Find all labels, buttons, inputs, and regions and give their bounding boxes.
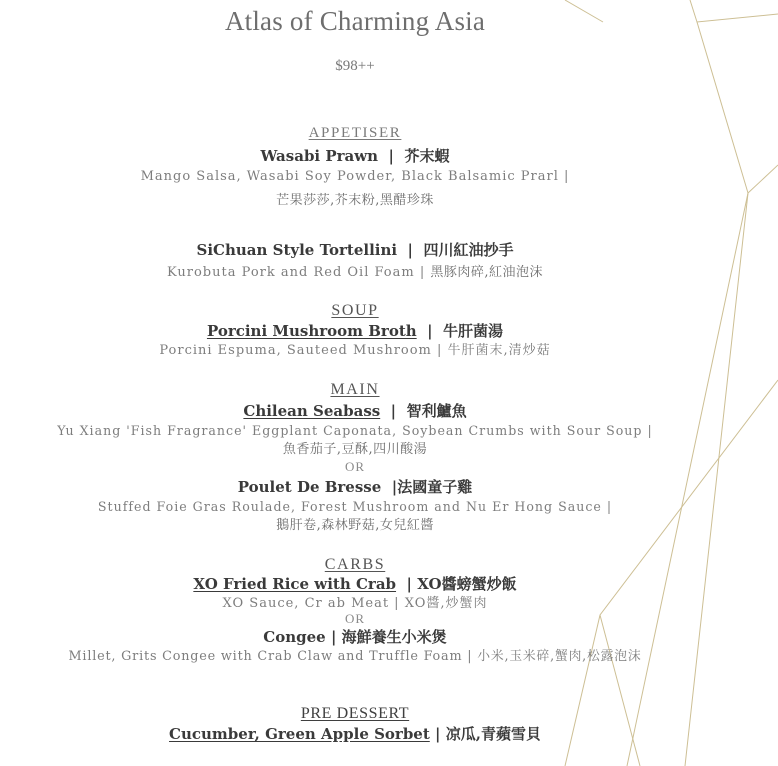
category-heading: MAIN bbox=[330, 381, 380, 398]
dish-title bbox=[0, 574, 710, 594]
dish-title bbox=[0, 321, 710, 341]
dish-name-cn: 海鮮養生小米煲 bbox=[341, 628, 447, 646]
dish-wasabi-prawn bbox=[0, 146, 710, 211]
menu-price: $98++ bbox=[335, 58, 375, 74]
or-divider bbox=[0, 612, 710, 626]
separator: | bbox=[388, 147, 394, 165]
category-heading: APPETISER bbox=[308, 125, 402, 141]
dish-name: SiChuan Style Tortellini bbox=[196, 241, 398, 259]
dish-title bbox=[0, 240, 710, 260]
dish-cucumber-sorbet bbox=[0, 724, 710, 744]
dish-congee bbox=[0, 627, 710, 667]
dish-title bbox=[0, 627, 710, 647]
section-soup bbox=[0, 302, 710, 320]
section-carbs bbox=[0, 556, 710, 574]
dish-chilean-seabass bbox=[0, 401, 710, 460]
category-heading: PRE DESSERT bbox=[300, 705, 410, 722]
dish-name: XO Fried Rice with Crab bbox=[193, 575, 397, 593]
dish-title bbox=[0, 146, 710, 166]
dish-description: Stuffed Foie Gras Roulade, Forest Mushroom and Nu Er Hong Sauce | bbox=[97, 499, 613, 514]
desc-cn: 黑豚肉碎,紅油泡沫 bbox=[430, 265, 544, 280]
menu-title: Atlas of Charming Asia bbox=[224, 6, 486, 36]
dish-name: Chilean Seabass bbox=[243, 402, 381, 420]
dish-poulet-de-bresse bbox=[0, 477, 710, 536]
dish-xo-fried-rice bbox=[0, 574, 710, 614]
separator: | bbox=[407, 241, 414, 259]
separator: | bbox=[330, 628, 337, 646]
dish-description: XO Sauce, Cr ab Meat | XO醬,炒蟹肉 bbox=[222, 596, 488, 611]
category-heading: CARBS bbox=[324, 556, 386, 573]
dish-title bbox=[0, 477, 710, 497]
dish-description: Porcini Espuma, Sauteed Mushroom | 牛肝菌末,清炒菇 bbox=[159, 343, 551, 358]
dish-name-cn: 芥末蝦 bbox=[404, 147, 450, 165]
category-heading: SOUP bbox=[331, 302, 379, 319]
dish-name-cn: XO醬螃蟹炒飯 bbox=[417, 575, 517, 593]
section-appetiser bbox=[0, 124, 710, 142]
separator: | bbox=[391, 478, 398, 496]
dish-description-cn: 芒果莎莎,芥末粉,黑醋珍珠 bbox=[276, 193, 434, 208]
separator: | bbox=[435, 725, 441, 743]
dish-name-cn: 智利鱸魚 bbox=[406, 402, 467, 420]
dish-name: Poulet De Bresse bbox=[237, 478, 382, 496]
dish-description-cn: 魚香茄子,豆酥,四川酸湯 bbox=[282, 442, 428, 457]
dish-title bbox=[0, 724, 710, 744]
dish-name: Wasabi Prawn bbox=[260, 147, 379, 165]
dish-name: Cucumber, Green Apple Sorbet bbox=[169, 725, 430, 743]
or-text: OR bbox=[344, 611, 366, 626]
dish-name-cn: 四川紅油抄手 bbox=[423, 241, 514, 259]
dish-description: Yu Xiang 'Fish Fragrance' Eggplant Caponata, Soybean Crumbs with Sour Soup | bbox=[57, 423, 653, 438]
section-pre-dessert bbox=[0, 705, 710, 723]
separator: | bbox=[390, 402, 397, 420]
section-main bbox=[0, 381, 710, 399]
or-text: OR bbox=[344, 459, 366, 474]
dish-description: Millet, Grits Congee with Crab Claw and Truffle Foam | 小米,玉米碎,蟹肉,松露泡沫 bbox=[68, 649, 642, 664]
dish-porcini-broth bbox=[0, 321, 710, 361]
separator: | bbox=[406, 575, 412, 593]
or-divider bbox=[0, 460, 710, 474]
separator: | bbox=[427, 322, 433, 340]
dish-description: Mango Salsa, Wasabi Soy Powder, Black Balsamic Prarl | bbox=[140, 169, 570, 184]
dish-name-cn: 牛肝菌湯 bbox=[443, 322, 504, 340]
dish-name: Congee bbox=[263, 628, 326, 646]
dish-name-cn: 法國童子雞 bbox=[397, 478, 473, 496]
dish-description-cn: 鵝肝卷,森林野菇,女兒紅醬 bbox=[276, 518, 434, 533]
dish-description bbox=[0, 263, 710, 283]
dish-title bbox=[0, 401, 710, 421]
desc-en: Kurobuta Pork and Red Oil Foam | bbox=[166, 265, 426, 280]
dish-sichuan-tortellini bbox=[0, 240, 710, 283]
dish-name: Porcini Mushroom Broth bbox=[206, 322, 417, 340]
dish-name-cn: 凉瓜,青蘋雪貝 bbox=[445, 725, 541, 743]
